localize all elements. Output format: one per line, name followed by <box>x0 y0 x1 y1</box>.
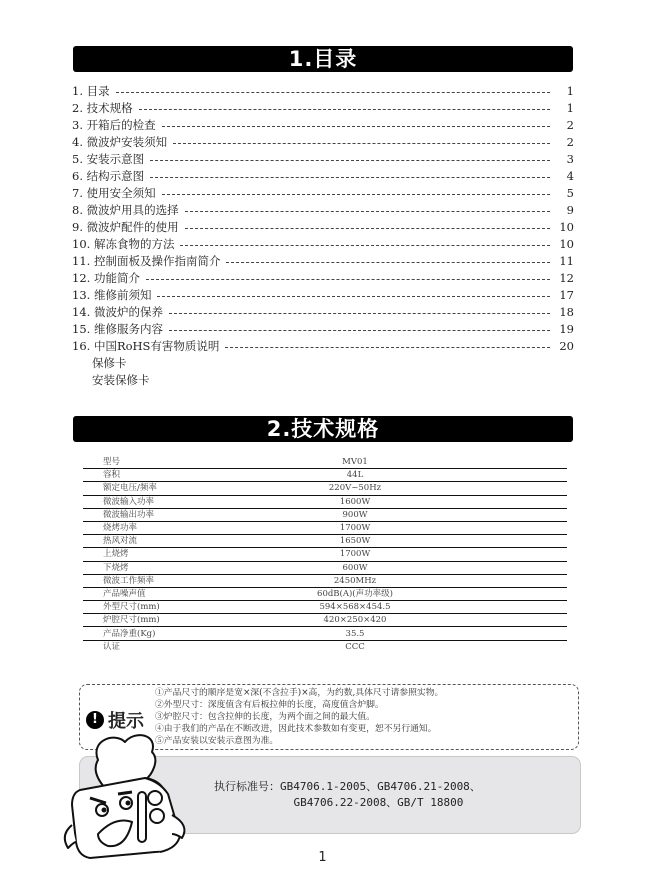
spec-key: 炉腔尺寸(mm) <box>83 614 283 627</box>
toc-entry-label: 10. 解冻食物的方法 <box>72 237 175 251</box>
spec-value: 594×568×454.5 <box>283 601 567 614</box>
toc-entry-page: 3 <box>566 152 574 166</box>
spec-value: 1600W <box>283 495 567 508</box>
toc-entry-label: 13. 维修前须知 <box>72 288 152 302</box>
toc-entry-label: 14. 微波炉的保养 <box>72 305 163 319</box>
toc-entry-page: 5 <box>566 186 574 200</box>
toc-entry[interactable] <box>72 236 574 253</box>
exclamation-icon: ! <box>86 711 104 729</box>
toc-entry-page: 20 <box>559 339 574 353</box>
toc-entry[interactable] <box>72 219 574 236</box>
spec-value: CCC <box>345 641 365 652</box>
toc-entry-label: 7. 使用安全须知 <box>72 186 156 200</box>
toc-entry-page: 2 <box>566 135 574 149</box>
toc-leader-dots <box>225 347 550 348</box>
toc-entry-page: 1 <box>566 84 574 98</box>
spec-row <box>83 627 567 640</box>
spec-key: 微波输出功率 <box>83 508 283 521</box>
toc-entry[interactable] <box>72 151 574 168</box>
toc-extra-entry: 保修卡 <box>92 356 127 370</box>
spec-value: 420×250×420 <box>283 614 567 627</box>
spec-row <box>83 561 567 574</box>
table-of-contents <box>72 83 574 389</box>
toc-entry-label: 12. 功能简介 <box>72 271 140 285</box>
toc-entry-page: 9 <box>566 203 574 217</box>
toc-entry[interactable] <box>72 270 574 287</box>
toc-entry-label: 5. 安装示意图 <box>72 152 145 166</box>
spec-row <box>83 469 567 482</box>
spec-key: 型号 <box>83 456 283 469</box>
spec-row <box>83 574 567 587</box>
toc-entry-label: 6. 结构示意图 <box>72 169 145 183</box>
toc-entry-page: 4 <box>566 169 574 183</box>
spec-row <box>83 521 567 534</box>
toc-leader-dots <box>150 177 550 178</box>
spec-key: 微波输入功率 <box>83 495 283 508</box>
spec-key: 认证 <box>103 641 121 652</box>
toc-leader-dots <box>226 262 550 263</box>
toc-leader-dots <box>139 109 550 110</box>
spec-value: MV01 <box>283 456 567 469</box>
section-title-specs: 2.技术规格 <box>73 416 573 442</box>
toc-entry[interactable] <box>72 100 574 117</box>
spec-value: 1650W <box>283 535 567 548</box>
spec-key: 微波工作频率 <box>83 574 283 587</box>
toc-entry-label: 2. 技术规格 <box>72 101 133 115</box>
toc-leader-dots <box>146 279 550 280</box>
toc-entry-page: 1 <box>566 101 574 115</box>
toc-leader-dots <box>150 160 550 161</box>
spec-row <box>83 640 567 653</box>
spec-value: 900W <box>283 508 567 521</box>
spec-row <box>83 548 567 561</box>
spec-key: 产品净重(Kg) <box>83 627 283 640</box>
spec-table <box>83 456 567 653</box>
spec-value: 1700W <box>283 548 567 561</box>
spec-key: 产品噪声值 <box>83 587 283 600</box>
tip-item: ⑤产品安装以安装示意图为准。 <box>155 736 279 746</box>
tip-item: ④由于我们的产品在不断改进，因此技术参数如有变更，恕不另行通知。 <box>155 724 437 734</box>
spec-key: 烧烤功率 <box>83 521 283 534</box>
toc-leader-dots <box>185 228 550 229</box>
spec-key: 上烧烤 <box>83 548 283 561</box>
toc-entry-page: 11 <box>559 254 574 268</box>
spec-key: 容积 <box>83 469 283 482</box>
toc-entry-page: 19 <box>559 322 574 336</box>
spec-row <box>83 601 567 614</box>
tip-item: ①产品尺寸的顺序是宽×深(不含拉手)×高，为约数,具体尺寸请参照实物。 <box>155 688 444 698</box>
spec-row <box>83 495 567 508</box>
spec-value: 44L <box>283 469 567 482</box>
spec-value: 35.5 <box>283 627 567 640</box>
toc-leader-dots <box>185 211 550 212</box>
toc-entry[interactable] <box>72 304 574 321</box>
toc-entry-label: 8. 微波炉用具的选择 <box>72 203 179 217</box>
toc-entry[interactable] <box>72 321 574 338</box>
page-number: 1 <box>318 850 327 865</box>
spec-key: 热风对流 <box>83 535 283 548</box>
tip-item: ②外型尺寸：深度值含有后板拉伸的长度，高度值含炉脚。 <box>155 700 384 710</box>
toc-leader-dots <box>157 296 550 297</box>
toc-entry[interactable] <box>72 253 574 270</box>
spec-value: 2450MHz <box>283 574 567 587</box>
toc-entry-label: 11. 控制面板及操作指南简介 <box>72 254 221 268</box>
tip-item: ③炉腔尺寸：包含拉伸的长度，为两个面之间的最大值。 <box>155 712 375 722</box>
toc-entry-page: 10 <box>559 237 574 251</box>
toc-leader-dots <box>162 194 550 195</box>
spec-row <box>83 456 567 469</box>
toc-leader-dots <box>169 330 550 331</box>
toc-leader-dots <box>162 126 550 127</box>
toc-entry-label: 15. 维修服务内容 <box>72 322 163 336</box>
toc-entry[interactable] <box>72 202 574 219</box>
toc-entry-label: 1. 目录 <box>72 84 110 98</box>
spec-key: 下烧烤 <box>83 561 283 574</box>
toc-entry[interactable] <box>72 168 574 185</box>
spec-value: 220V~50Hz <box>283 482 567 495</box>
toc-entry[interactable] <box>72 117 574 134</box>
toc-entry-page: 2 <box>566 118 574 132</box>
spec-key: 外型尺寸(mm) <box>83 601 283 614</box>
spec-row <box>83 614 567 627</box>
toc-entry-label: 16. 中国RoHS有害物质说明 <box>72 339 220 353</box>
toc-entry[interactable] <box>72 185 574 202</box>
toc-leader-dots <box>116 92 550 93</box>
spec-value: 600W <box>283 561 567 574</box>
section-title-contents: 1.目录 <box>73 46 573 72</box>
toc-entry[interactable] <box>72 83 574 100</box>
standard-text: 执行标准号：GB4706.1-2005、GB4706.21-2008、 GB4706.22-2008、GB/T 18800 <box>214 780 481 809</box>
toc-leader-dots <box>169 313 550 314</box>
toc-entry-page: 18 <box>559 305 574 319</box>
toc-entry-page: 10 <box>559 220 574 234</box>
toc-entry-page: 12 <box>559 271 574 285</box>
toc-entry-label: 4. 微波炉安装须知 <box>72 135 168 149</box>
spec-row <box>83 508 567 521</box>
spec-row <box>83 587 567 600</box>
toc-entry[interactable] <box>72 134 574 151</box>
toc-extra-entry: 安装保修卡 <box>92 373 150 387</box>
toc-entry-page: 17 <box>559 288 574 302</box>
toc-entry-label: 9. 微波炉配件的使用 <box>72 220 179 234</box>
microwave-chef-mascot-icon <box>60 730 210 870</box>
spec-value: 60dB(A)(声功率级) <box>283 587 567 600</box>
spec-key: 额定电压/频率 <box>83 482 283 495</box>
toc-entry-label: 3. 开箱后的检查 <box>72 118 156 132</box>
toc-entry[interactable] <box>72 287 574 304</box>
toc-leader-dots <box>180 245 550 246</box>
spec-row <box>83 535 567 548</box>
tip-label: 提示 <box>108 711 144 732</box>
spec-value: 1700W <box>283 521 567 534</box>
toc-leader-dots <box>173 143 550 144</box>
toc-entry[interactable] <box>72 338 574 355</box>
spec-row <box>83 482 567 495</box>
